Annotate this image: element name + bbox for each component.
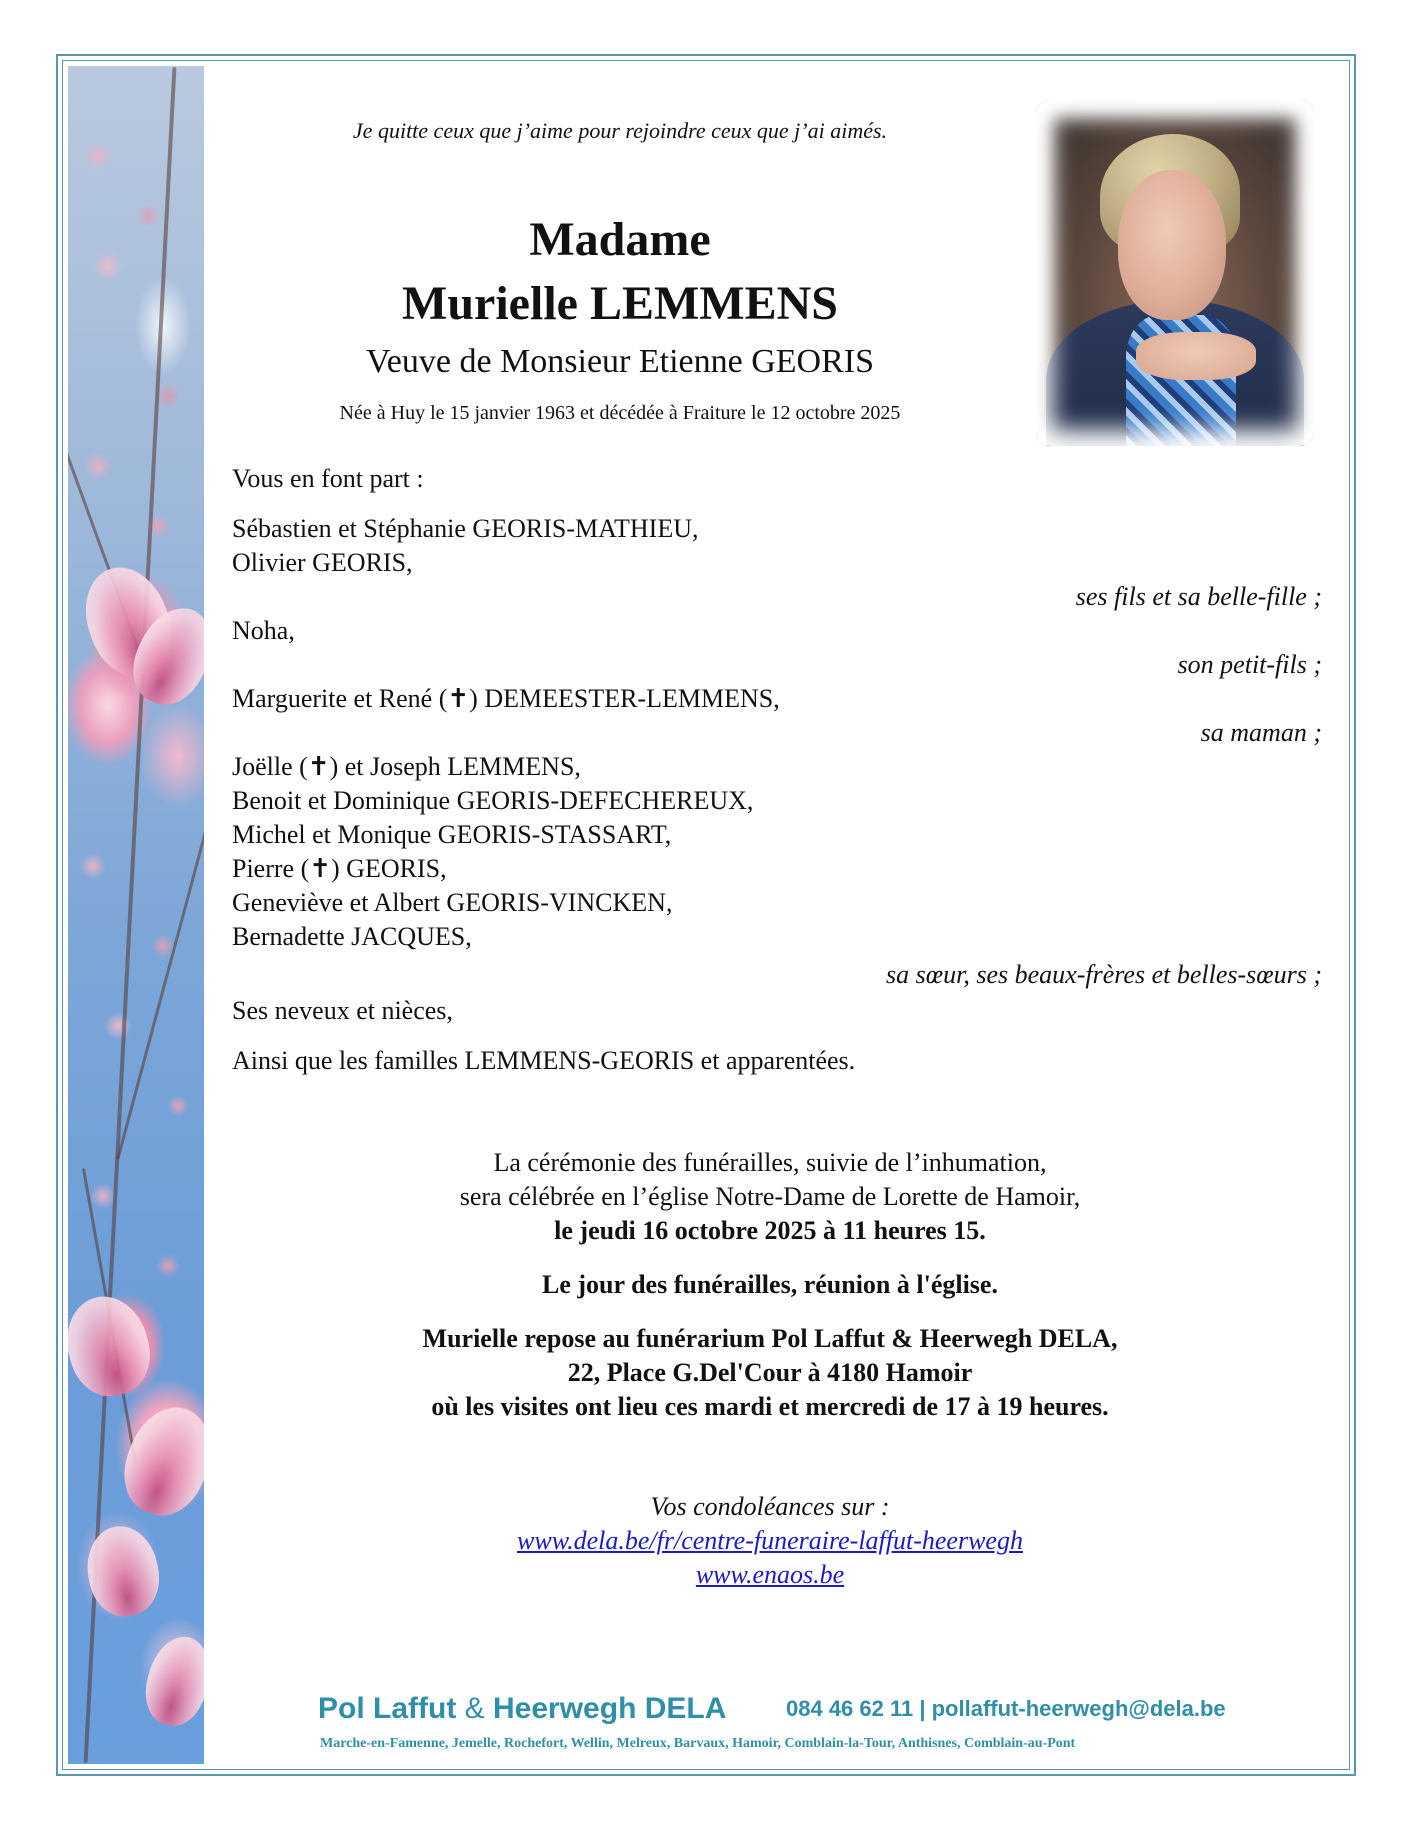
relation-label: sa sœur, ses beaux-frères et belles-sœurs ; [886, 960, 1322, 989]
family-line: Bernadette JACQUES, [232, 922, 472, 951]
relation-label: son petit-fils ; [1177, 650, 1322, 679]
family-line: Joëlle (✝) et Joseph LEMMENS, [232, 752, 581, 781]
brand-name-first: Pol Laffut [318, 1692, 457, 1725]
announcement-intro: Vous en font part : [232, 464, 424, 493]
family-line: Ainsi que les familles LEMMENS-GEORIS et apparentées. [232, 1046, 856, 1075]
magnolia-blossom-strip [68, 66, 204, 1764]
family-line: Olivier GEORIS, [232, 548, 413, 577]
family-line: Ses neveux et nièces, [232, 996, 453, 1025]
condolences-label: Vos condoléances sur : [650, 1492, 890, 1521]
widow-of: Veuve de Monsieur Etienne GEORIS [365, 343, 874, 380]
ceremony-line: sera célébrée en l’église Notre-Dame de Lorette de Hamoir, [459, 1182, 1081, 1211]
family-line: Geneviève et Albert GEORIS-VINCKEN, [232, 888, 673, 917]
family-line: Marguerite et René (✝) DEMEESTER-LEMMENS, [232, 684, 780, 713]
honorific: Madame [529, 213, 711, 266]
family-line: Pierre (✝) GEORIS, [232, 854, 447, 883]
family-line: Sébastien et Stéphanie GEORIS-MATHIEU, [232, 514, 699, 543]
rest-line: Murielle repose au funérarium Pol Laffut & Heerwegh DELA, [422, 1324, 1118, 1353]
portrait-photo [1036, 100, 1314, 446]
funeral-home-contact: 084 46 62 11 | pollaffut-heerwegh@dela.be [786, 1696, 1226, 1721]
funeral-home-logo [318, 1692, 726, 1726]
family-line: Michel et Monique GEORIS-STASSART, [232, 820, 672, 849]
family-line: Benoit et Dominique GEORIS-DEFECHEREUX, [232, 786, 754, 815]
meeting-note: Le jour des funérailles, réunion à l'église. [542, 1270, 998, 1299]
condolences-link-enaos[interactable]: www.enaos.be [695, 1560, 845, 1589]
ceremony-date: le jeudi 16 octobre 2025 à 11 heures 15. [554, 1216, 986, 1245]
birth-death-dates: Née à Huy le 15 janvier 1963 et décédée à Fraiture le 12 octobre 2025 [339, 402, 901, 424]
rest-line: où les visites ont lieu ces mardi et mercredi de 17 à 19 heures. [431, 1392, 1109, 1421]
condolences-link-dela[interactable]: www.dela.be/fr/centre-funeraire-laffut-heerwegh [517, 1526, 1023, 1555]
deceased-name: Murielle LEMMENS [402, 277, 838, 330]
ceremony-line: La cérémonie des funérailles, suivie de l’inhumation, [493, 1148, 1047, 1177]
family-line: Noha, [232, 616, 295, 645]
funeral-home-locations: Marche-en-Famenne, Jemelle, Rochefort, Wellin, Melreux, Barvaux, Hamoir, Comblain-la-Tour, Anthisnes, Comblain-au-Pont [320, 1736, 1076, 1751]
relation-label: ses fils et sa belle-fille ; [1075, 582, 1322, 611]
brand-ampersand: & [464, 1692, 485, 1725]
rest-line: 22, Place G.Del'Cour à 4180 Hamoir [567, 1358, 973, 1387]
brand-name-second: Heerwegh DELA [493, 1692, 727, 1725]
relation-label: sa maman ; [1200, 718, 1322, 747]
epigraph: Je quitte ceux que j’aime pour rejoindre ceux que j’ai aimés. [352, 118, 888, 143]
